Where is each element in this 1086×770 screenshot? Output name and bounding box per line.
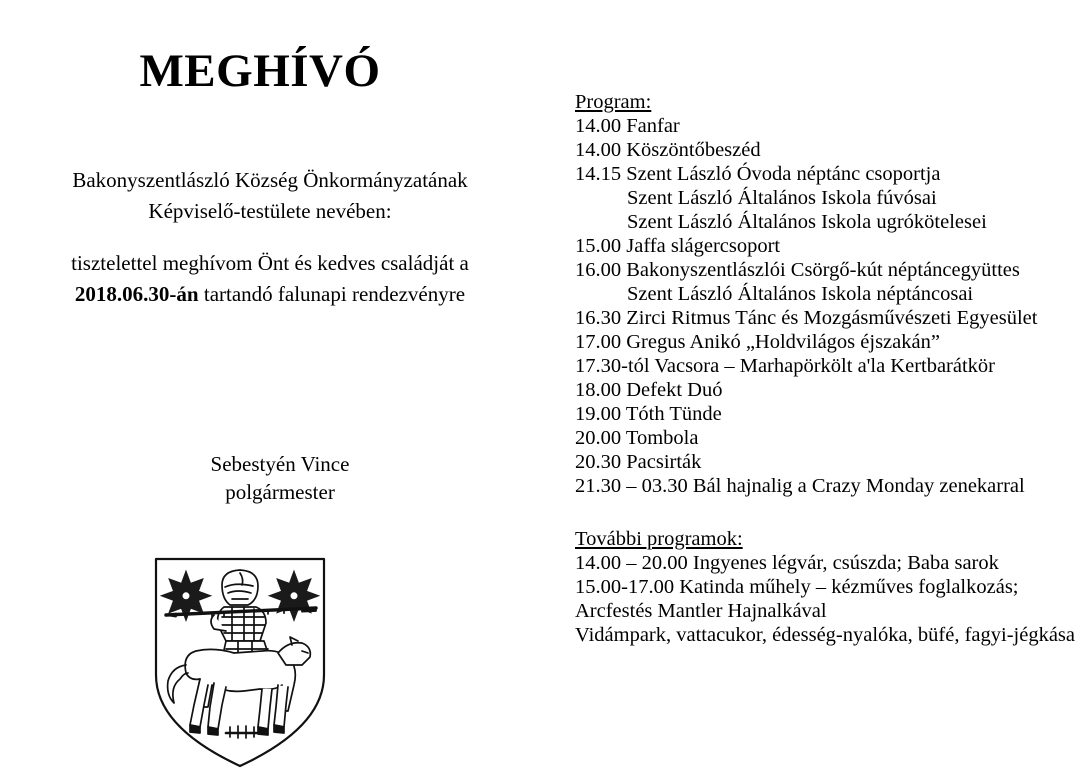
event-date-suffix: tartandó falunapi rendezvényre: [198, 282, 466, 306]
page-title: MEGHÍVÓ: [139, 45, 381, 97]
program-item: 20.30 Pacsirták: [575, 451, 702, 473]
invitation-spacer: [0, 227, 540, 248]
program-item: Szent László Általános Iskola fúvósai: [627, 187, 937, 209]
extra-programs-list: [575, 551, 1086, 647]
program-item: 16.30 Zirci Ritmus Tánc és Mozgásművészeti Egyesület: [575, 307, 1038, 329]
coat-of-arms-icon: [152, 555, 328, 770]
event-date: 2018.06.30-án: [74, 282, 199, 306]
signature-name: Sebestyén Vince: [210, 452, 350, 476]
program-item: 14.00 Fanfar: [575, 115, 680, 137]
program-heading: Program:: [575, 91, 652, 113]
star-right-icon: [269, 571, 319, 621]
program-item: Szent László Általános Iskola ugrókötelesei: [627, 211, 987, 233]
program-item: 14.15 Szent László Óvoda néptánc csoportja: [575, 163, 941, 185]
invitation-line-4: [0, 279, 540, 310]
program-item: 19.00 Tóth Tünde: [575, 403, 722, 425]
invitation-line-1: Bakonyszentlászló Község Önkormányzatának: [72, 168, 468, 192]
program-item: 20.00 Tombola: [575, 427, 699, 449]
program-item: 15.00 Jaffa slágercsoport: [575, 235, 781, 257]
invitation-text: [0, 165, 540, 310]
program-item: 17.00 Gregus Anikó „Holdvilágos éjszakán”: [575, 331, 940, 353]
signature-role: polgármester: [225, 480, 335, 504]
extra-program-item: Vidámpark, vattacukor, édesség-nyalóka, büfé, fagyi-jégkása: [575, 624, 1075, 646]
coat-of-arms-svg: [152, 555, 328, 770]
extra-program-item: 15.00-17.00 Katinda műhely – kézműves foglalkozás;: [575, 576, 1019, 598]
extra-programs-heading: További programok:: [575, 528, 743, 550]
program-item: 14.00 Köszöntőbeszéd: [575, 139, 761, 161]
program-item: Szent László Általános Iskola néptáncosai: [627, 283, 974, 305]
extra-program-item: 14.00 – 20.00 Ingyenes légvár, csúszda; Baba sarok: [575, 552, 999, 574]
program-column: [575, 90, 1086, 647]
section-gap: [575, 498, 1086, 527]
program-item: 18.00 Defekt Duó: [575, 379, 723, 401]
program-item: 17.30-tól Vacsora – Marhapörkölt a'la Kertbarátkör: [575, 355, 996, 377]
program-item: 21.30 – 03.30 Bál hajnalig a Crazy Monday zenekarral: [575, 475, 1025, 497]
program-item: 16.00 Bakonyszentlászlói Csörgő-kút néptáncegyüttes: [575, 259, 1020, 281]
extra-program-item: Arcfestés Mantler Hajnalkával: [575, 600, 827, 622]
program-list: [575, 114, 1086, 498]
invitation-line-3: tisztelettel meghívom Önt és kedves családját a: [71, 251, 469, 275]
invitation-line-2: Képviselő-testülete nevében:: [148, 199, 392, 223]
signature-block: [0, 450, 560, 506]
